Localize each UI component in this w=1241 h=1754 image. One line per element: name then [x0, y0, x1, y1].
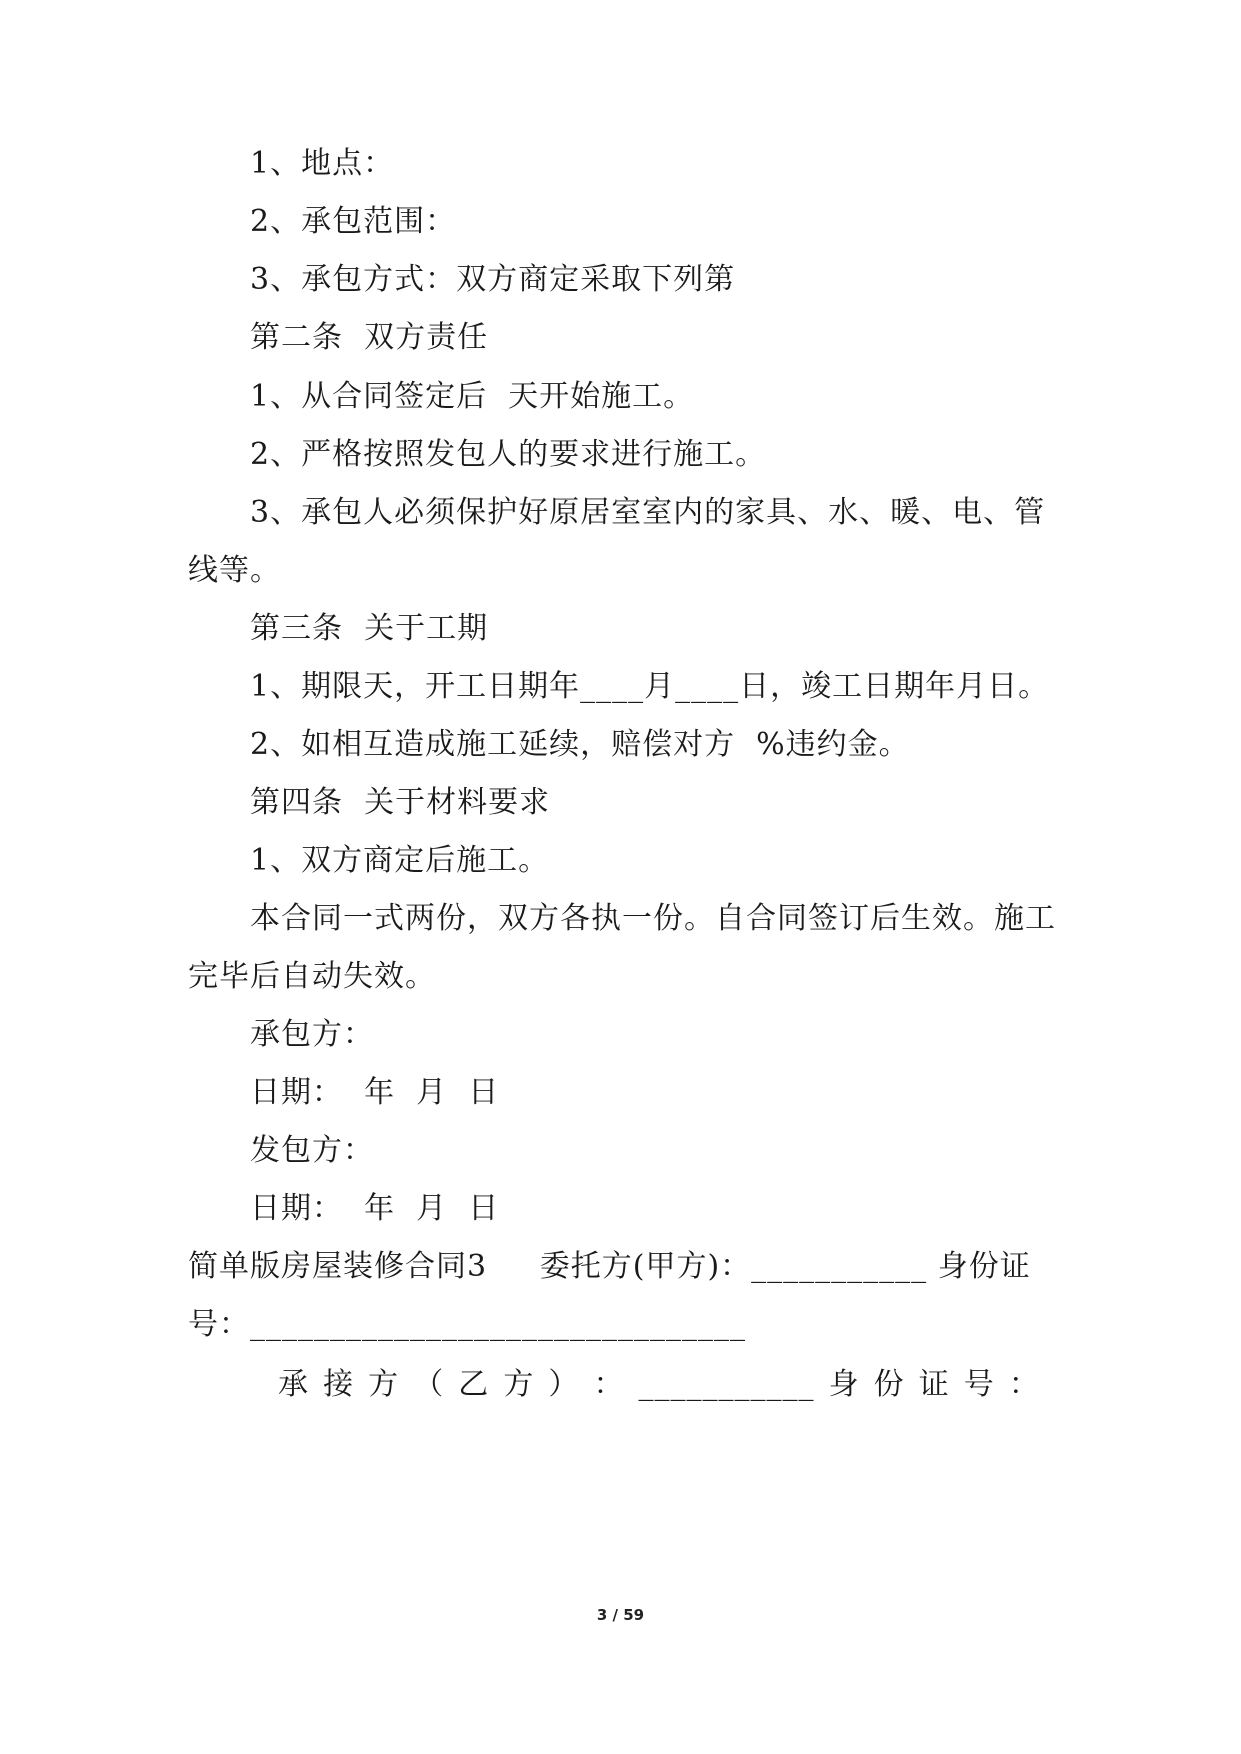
- text-line-scope: 2、承包范围：: [250, 204, 457, 239]
- contractor-date: 日期： 年 月 日: [250, 1075, 500, 1110]
- article-four-heading: 第四条 关于材料要求: [250, 785, 551, 820]
- text-line-start: 1、从合同签定后 天开始施工。: [250, 379, 695, 414]
- contractee-line: [278, 1365, 1040, 1405]
- text-line-location: 1、地点：: [250, 146, 395, 181]
- char: 身: [828, 1367, 860, 1402]
- blank: ___________: [638, 1367, 815, 1402]
- char: 方: [503, 1367, 535, 1402]
- text-line-materials: 1、双方商定后施工。: [250, 843, 550, 878]
- client-date: 日期： 年 月 日: [250, 1191, 500, 1226]
- text-line-period: 1、期限天，开工日期年____月____日，竣工日期年月日。: [250, 669, 1050, 704]
- text-line-copies: 本合同一式两份，双方各执一份。自合同签订后生效。施工: [250, 901, 1056, 936]
- char: ）: [548, 1367, 580, 1402]
- char: ：: [1008, 1367, 1040, 1402]
- char: 乙: [458, 1367, 490, 1402]
- char: 份: [873, 1367, 905, 1402]
- contract-title-line: 简单版房屋装修合同3 委托方(甲方)：___________ 身份证: [188, 1249, 1031, 1284]
- text-line-protection: 3、承包人必须保护好原居室室内的家具、水、暖、电、管: [250, 495, 1046, 530]
- char: 号: [963, 1367, 995, 1402]
- char: （: [413, 1367, 445, 1402]
- text-line-requirements: 2、严格按照发包人的要求进行施工。: [250, 437, 767, 472]
- text-line-method: 3、承包方式：双方商定采取下列第: [250, 262, 736, 297]
- page-number: 3 / 59: [596, 1606, 645, 1624]
- char: 接: [323, 1367, 355, 1402]
- client-label: 发包方：: [250, 1133, 374, 1168]
- char: 证: [918, 1367, 950, 1402]
- contractor-label: 承包方：: [250, 1017, 374, 1052]
- char: ：: [593, 1367, 625, 1402]
- char: 方: [368, 1367, 400, 1402]
- text-line-copies-cont: 完毕后自动失效。: [188, 959, 436, 994]
- char: 承: [278, 1367, 309, 1402]
- article-three-heading: 第三条 关于工期: [250, 611, 489, 646]
- text-line-protection-cont: 线等。: [188, 553, 281, 588]
- text-line-penalty: 2、如相互造成施工延续，赔偿对方 %违约金。: [250, 727, 910, 762]
- id-number-line: 号：_______________________________: [188, 1307, 746, 1342]
- article-two-heading: 第二条 双方责任: [250, 320, 489, 355]
